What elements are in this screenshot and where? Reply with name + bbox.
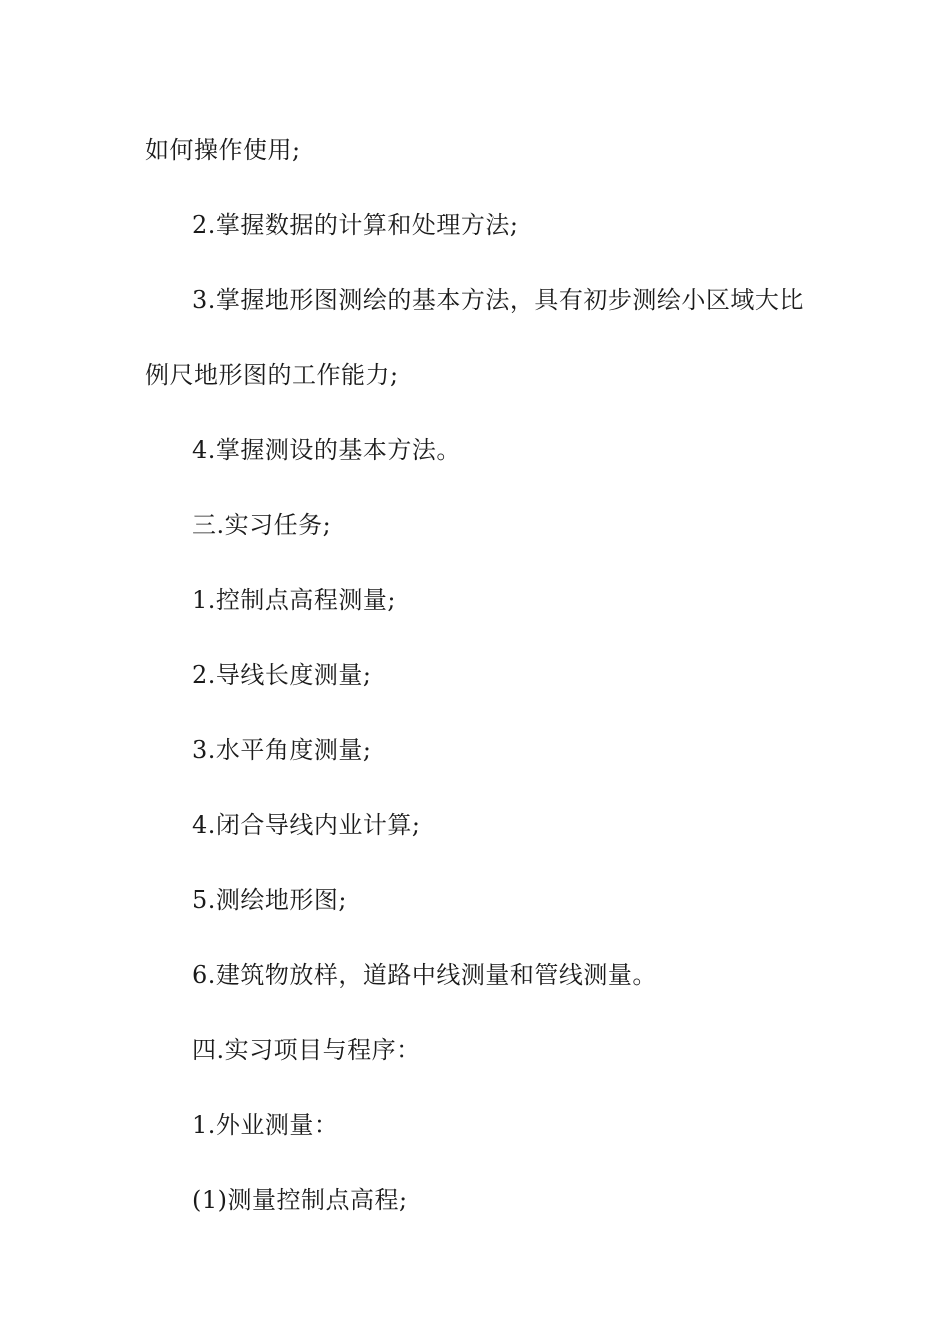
list-item: (1)测量控制点高程;: [192, 1186, 408, 1214]
list-item: 2.导线长度测量;: [192, 661, 372, 689]
list-item: 6.建筑物放样，道路中线测量和管线测量。: [192, 961, 657, 989]
text-line: 如何操作使用;: [145, 136, 301, 164]
section-heading: 三.实习任务;: [192, 511, 332, 539]
section-heading: 四.实习项目与程序：: [192, 1036, 421, 1064]
text-line: 例尺地形图的工作能力;: [145, 361, 399, 389]
list-item: 4.闭合导线内业计算;: [192, 811, 421, 839]
text-line: 4.掌握测设的基本方法。: [192, 436, 461, 464]
text-line: 3.掌握地形图测绘的基本方法，具有初步测绘小区域大比: [192, 286, 804, 314]
text-line: 2.掌握数据的计算和处理方法;: [192, 211, 519, 239]
list-item: 1.外业测量：: [192, 1111, 339, 1139]
list-item: 5.测绘地形图;: [192, 886, 347, 914]
list-item: 1.控制点高程测量;: [192, 586, 396, 614]
list-item: 3.水平角度测量;: [192, 736, 372, 764]
